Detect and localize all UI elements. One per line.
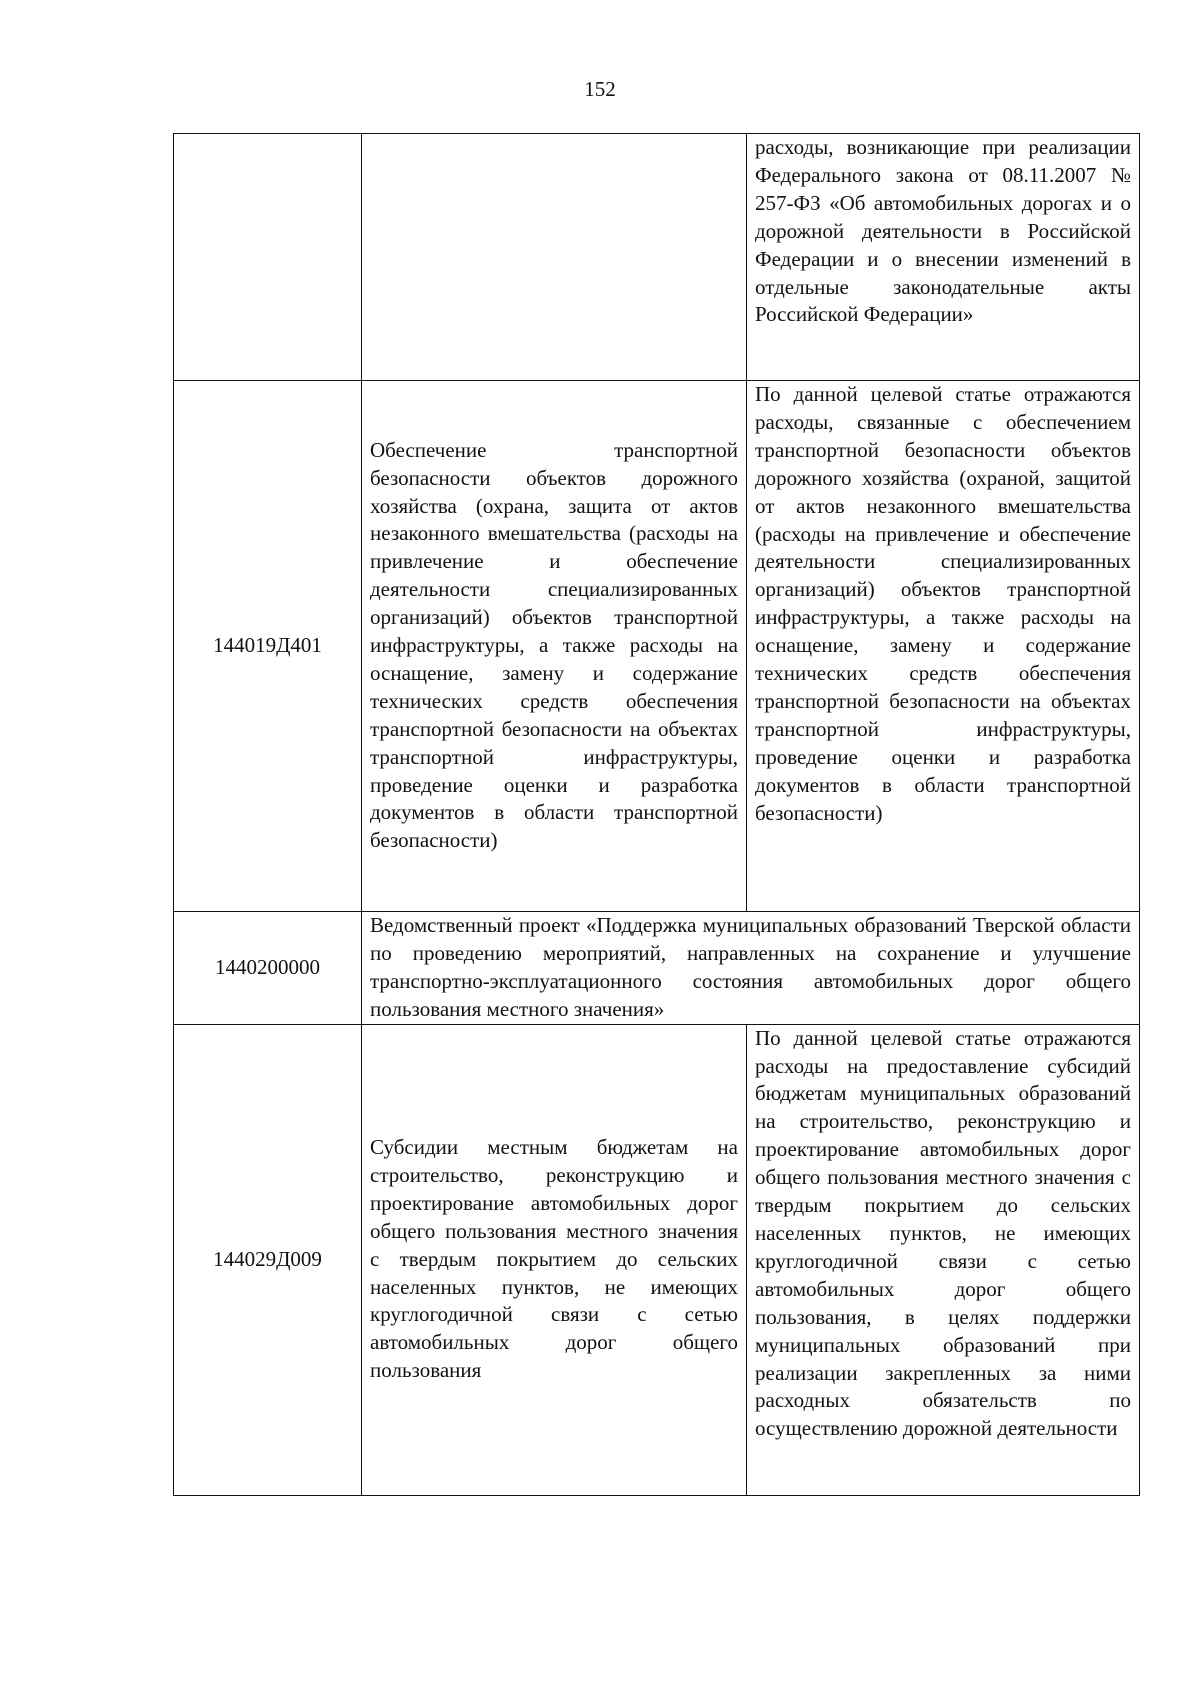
target-code-cell — [174, 912, 362, 1025]
target-code-cell — [174, 381, 362, 912]
target-code: 1440200000 — [215, 954, 320, 979]
expense-name-cell — [362, 1024, 747, 1495]
target-code: 144019Д401 — [213, 633, 322, 658]
expense-description: По данной целевой статье отражаются расходы на предоставление субсидий бюджетам муниципальных образований на строительство, реконструкцию и проектирование автомобильных дорог общего пользования местного значения с твердым покрытием до сельских населенных пунктов, не имеющих круглогодичной связи с сетью автомобильных дорог общего пользования, в целях поддержки муниципальных образований при реализации закрепленных за ними расходных обязательств по осуществлению дорожной деятельности — [755, 1025, 1131, 1441]
target-code: 144029Д009 — [213, 1246, 322, 1271]
expense-description-cell — [747, 1024, 1140, 1495]
expense-name: Субсидии местным бюджетам на строительство, реконструкцию и проектирование автомобильных дорог общего пользования местного значения с твердым покрытием до сельских населенных пунктов, не имеющих круглогодичной связи с сетью автомобильных дорог общего пользования — [370, 1135, 738, 1383]
table-row — [174, 134, 1140, 381]
expense-name-cell — [362, 134, 747, 381]
table-row — [174, 1024, 1140, 1495]
project-title-cell — [362, 912, 1140, 1025]
target-code-cell — [174, 1024, 362, 1495]
table-row — [174, 381, 1140, 912]
expense-description-cell — [747, 134, 1140, 381]
expense-name: Обеспечение транспортной безопасности объектов дорожного хозяйства (охрана, защита от актов незаконного вмешательства (расходы на привлечение и обеспечение деятельности специализированных организаций) объектов транспортной инфраструктуры, а также расходы на оснащение, замену и содержание технических средств обеспечения транспортной безопасности на объектах транспортной инфраструктуры, проведение оценки и разработка документов в области транспортной безопасности) — [370, 437, 738, 853]
expense-description-cell — [747, 381, 1140, 912]
expense-description: По данной целевой статье отражаются расходы, связанные с обеспечением транспортной безопасности объектов дорожного хозяйства (охраной, защитой от актов незаконного вмешательства (расходы на привлечение и обеспечение деятельности специализированных организаций) объектов транспортной инфраструктуры, а также расходы на оснащение, замену и содержание технических средств обеспечения транспортной безопасности на объектах транспортной инфраструктуры, проведение оценки и разработка документов в области транспортной безопасности) — [755, 382, 1131, 825]
project-title: Ведомственный проект «Поддержка муниципальных образований Тверской области по проведению мероприятий, направленных на сохранение и улучшение транспортно-эксплуатационного состояния автомобильных дорог общего пользования местного значения» — [370, 913, 1131, 1021]
page-number: 152 — [584, 77, 616, 101]
expense-description: расходы, возникающие при реализации Федерального закона от 08.11.2007 № 257-ФЗ «Об автомобильных дорогах и о дорожной деятельности в Российской Федерации и о внесении изменений в отдельные законодательные акты Российской Федерации» — [755, 135, 1131, 327]
budget-classification-table — [173, 133, 1140, 1496]
target-code-cell — [174, 134, 362, 381]
table-row — [174, 912, 1140, 1025]
expense-name-cell — [362, 381, 747, 912]
